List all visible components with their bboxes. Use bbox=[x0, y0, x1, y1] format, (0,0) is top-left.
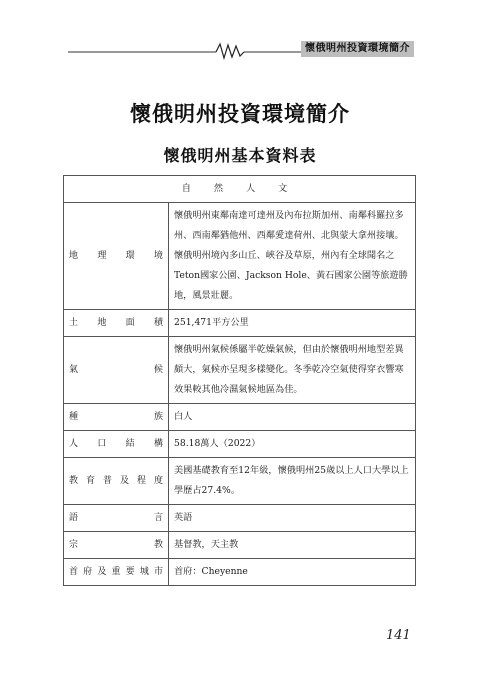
row-label: 教育普及程度 bbox=[69, 476, 163, 486]
table-row bbox=[64, 532, 416, 559]
row-value: 懷俄明州東鄰南達可達州及內布拉斯加州、南鄰科羅拉多州、西南鄰猶他州、西鄰愛達荷州、北與蒙大拿州接壤。懷俄明州境內多山丘、峽谷及草原，州內有全球聞名之Teton國家公園、Jackson Hole、黃石國家公園等旅遊勝地，風景壯麗。 bbox=[169, 203, 416, 310]
table-row bbox=[64, 559, 416, 586]
table-row bbox=[64, 505, 416, 532]
page-number: 141 bbox=[386, 628, 411, 643]
basic-info-table bbox=[63, 175, 416, 586]
table-row bbox=[64, 431, 416, 458]
row-label: 氣候 bbox=[69, 365, 163, 375]
row-value: 美國基礎教育至12年級，懷俄明州25歲以上人口大學以上學歷占27.4%。 bbox=[169, 458, 416, 505]
row-label: 語言 bbox=[69, 513, 163, 523]
section-heading: 自 然 人 文 bbox=[64, 176, 416, 203]
table-row bbox=[64, 203, 416, 310]
row-value: 英語 bbox=[169, 505, 416, 532]
row-label: 人口結構 bbox=[69, 439, 163, 449]
row-value: 基督教，天主教 bbox=[169, 532, 416, 559]
row-value: 白人 bbox=[169, 404, 416, 431]
table-row bbox=[64, 458, 416, 505]
row-value: 58.18萬人（2022） bbox=[169, 431, 416, 458]
row-value: 251,471平方公里 bbox=[169, 310, 416, 337]
row-label: 土地面積 bbox=[69, 318, 163, 328]
row-label: 首府及重要城市 bbox=[69, 567, 163, 577]
table-title: 懷俄明州基本資料表 bbox=[163, 146, 317, 165]
row-label: 宗教 bbox=[69, 540, 163, 550]
section-header-row bbox=[64, 176, 416, 203]
row-value: 首府：Cheyenne bbox=[169, 559, 416, 586]
running-header bbox=[68, 40, 416, 60]
running-title: 懷俄明州投資環境簡介 bbox=[301, 41, 414, 57]
table-row bbox=[64, 337, 416, 404]
page-title: 懷俄明州投資環境簡介 bbox=[130, 102, 350, 126]
table-row bbox=[64, 404, 416, 431]
row-label: 地理環境 bbox=[69, 251, 163, 261]
row-label: 種族 bbox=[69, 412, 163, 422]
row-value: 懷俄明州氣候係屬半乾燥氣候，但由於懷俄明州地型差異頗大，氣候亦呈現多樣變化。冬季乾冷空氣使得穿衣響寒效果較其他冷濕氣候地區為佳。 bbox=[169, 337, 416, 404]
table-row bbox=[64, 310, 416, 337]
